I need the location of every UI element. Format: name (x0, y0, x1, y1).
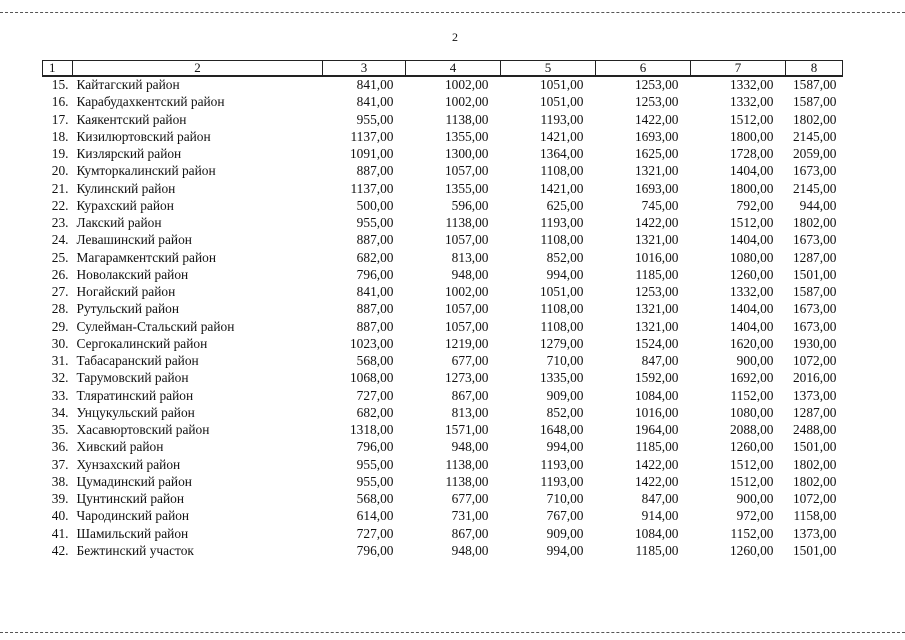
value-col-7: 1728,00 (729, 146, 774, 162)
value-col-6: 914,00 (641, 508, 679, 524)
row-number: 19. (51, 146, 69, 162)
value-col-8: 1673,00 (792, 318, 837, 334)
value-col-3: 568,00 (356, 353, 394, 369)
table-row (43, 301, 843, 318)
value-col-3: 841,00 (356, 77, 394, 93)
value-col-7: 1080,00 (729, 404, 774, 420)
value-col-7: 1332,00 (729, 284, 774, 300)
value-col-5: 1279,00 (539, 335, 584, 351)
value-col-5: 1051,00 (539, 94, 584, 110)
value-col-8: 1373,00 (792, 387, 837, 403)
value-col-6: 1693,00 (634, 128, 679, 144)
value-col-5: 994,00 (546, 266, 584, 282)
value-col-3: 955,00 (356, 215, 394, 231)
value-col-8: 1673,00 (792, 301, 837, 317)
table-row (43, 422, 843, 439)
value-col-7: 1260,00 (729, 439, 774, 455)
value-col-6: 1321,00 (634, 301, 679, 317)
district-name: Тарумовский район (76, 370, 189, 386)
district-name: Левашинский район (76, 232, 192, 248)
value-col-8: 1587,00 (792, 284, 837, 300)
district-name: Кизилюртовский район (76, 128, 211, 144)
value-col-4: 867,00 (451, 525, 489, 541)
row-number: 29. (51, 318, 69, 334)
district-name: Кумторкалинский район (76, 163, 216, 179)
value-col-8: 944,00 (799, 197, 837, 213)
table-row (43, 491, 843, 508)
value-col-8: 1587,00 (792, 77, 837, 93)
value-col-8: 1287,00 (792, 249, 837, 265)
table-row (43, 526, 843, 543)
row-number: 28. (51, 301, 69, 317)
value-col-6: 1185,00 (635, 266, 679, 282)
value-col-4: 677,00 (451, 353, 489, 369)
value-col-4: 1002,00 (444, 284, 489, 300)
value-col-7: 1152,00 (730, 387, 774, 403)
value-col-3: 682,00 (356, 249, 394, 265)
value-col-3: 1091,00 (349, 146, 394, 162)
district-name: Курахский район (76, 197, 174, 213)
value-col-6: 1084,00 (634, 525, 679, 541)
value-col-4: 1273,00 (444, 370, 489, 386)
value-col-6: 1422,00 (634, 111, 679, 127)
value-col-3: 614,00 (356, 508, 394, 524)
value-col-4: 948,00 (451, 266, 489, 282)
value-col-7: 1404,00 (729, 318, 774, 334)
district-name: Сергокалинский район (76, 335, 208, 351)
value-col-5: 1051,00 (539, 284, 584, 300)
value-col-5: 1193,00 (540, 111, 584, 127)
value-col-7: 1152,00 (730, 525, 774, 541)
row-number: 39. (51, 491, 69, 507)
value-col-7: 1404,00 (729, 301, 774, 317)
district-name: Ногайский район (76, 284, 176, 300)
value-col-8: 1158,00 (793, 508, 837, 524)
value-col-8: 1802,00 (792, 456, 837, 472)
value-col-6: 1422,00 (634, 473, 679, 489)
row-number: 38. (51, 473, 69, 489)
value-col-7: 1404,00 (729, 163, 774, 179)
scan-edge-bottom (0, 632, 905, 633)
district-name: Цунтинский район (76, 491, 185, 507)
value-col-7: 2088,00 (729, 422, 774, 438)
table-body (43, 76, 843, 560)
table-header (43, 61, 843, 77)
value-col-7: 1332,00 (729, 94, 774, 110)
value-col-8: 1673,00 (792, 232, 837, 248)
district-name: Кайтагский район (76, 77, 180, 93)
value-col-4: 948,00 (451, 439, 489, 455)
value-col-4: 813,00 (451, 249, 489, 265)
row-number: 37. (51, 456, 69, 472)
value-col-4: 596,00 (451, 197, 489, 213)
value-col-3: 796,00 (356, 439, 394, 455)
value-col-8: 2145,00 (792, 180, 837, 196)
value-col-4: 1138,00 (445, 456, 489, 472)
value-col-7: 1080,00 (729, 249, 774, 265)
district-name: Лакский район (76, 215, 162, 231)
value-col-3: 500,00 (356, 197, 394, 213)
value-col-5: 767,00 (546, 508, 584, 524)
table-row (43, 129, 843, 146)
table-row (43, 353, 843, 370)
value-col-4: 1355,00 (444, 180, 489, 196)
row-number: 34. (51, 404, 69, 420)
value-col-4: 1138,00 (445, 215, 489, 231)
value-col-6: 1321,00 (634, 232, 679, 248)
value-col-6: 1422,00 (634, 215, 679, 231)
row-number: 26. (51, 266, 69, 282)
value-col-8: 1587,00 (792, 94, 837, 110)
value-col-3: 1137,00 (350, 128, 394, 144)
row-number: 15. (51, 77, 69, 93)
value-col-3: 727,00 (356, 387, 394, 403)
value-col-7: 1404,00 (729, 232, 774, 248)
row-number: 18. (51, 128, 69, 144)
value-col-4: 948,00 (451, 542, 489, 558)
value-col-3: 887,00 (356, 232, 394, 248)
district-name: Хасавюртовский район (76, 422, 210, 438)
district-name: Цумадинский район (76, 473, 192, 489)
value-col-6: 1185,00 (635, 439, 679, 455)
value-col-8: 1802,00 (792, 215, 837, 231)
value-col-4: 1355,00 (444, 128, 489, 144)
value-col-8: 2488,00 (792, 422, 837, 438)
table-row (43, 439, 843, 456)
rate-table (42, 60, 843, 560)
district-name: Кулинский район (76, 180, 176, 196)
row-number: 23. (51, 215, 69, 231)
table-row (43, 267, 843, 284)
value-col-8: 1072,00 (792, 491, 837, 507)
value-col-5: 1108,00 (540, 163, 584, 179)
table-row (43, 388, 843, 405)
row-number: 31. (51, 353, 69, 369)
value-col-6: 1693,00 (634, 180, 679, 196)
value-col-4: 1219,00 (444, 335, 489, 351)
value-col-3: 887,00 (356, 163, 394, 179)
row-number: 21. (51, 180, 69, 196)
value-col-8: 2059,00 (792, 146, 837, 162)
row-number: 17. (51, 111, 69, 127)
value-col-3: 727,00 (356, 525, 394, 541)
row-number: 33. (51, 387, 69, 403)
table-row (43, 76, 843, 94)
table-row (43, 543, 843, 560)
value-col-5: 1108,00 (540, 232, 584, 248)
district-name: Каякентский район (76, 111, 187, 127)
header-col-8: 8 (786, 61, 843, 77)
value-col-7: 792,00 (736, 197, 774, 213)
value-col-6: 1253,00 (634, 94, 679, 110)
value-col-4: 1002,00 (444, 94, 489, 110)
value-col-5: 1108,00 (540, 301, 584, 317)
district-name: Табасаранский район (76, 353, 199, 369)
row-number: 16. (51, 94, 69, 110)
row-number: 27. (51, 284, 69, 300)
table-row (43, 336, 843, 353)
table-row (43, 508, 843, 525)
value-col-6: 1084,00 (634, 387, 679, 403)
value-col-7: 900,00 (736, 491, 774, 507)
district-name: Унцукульский район (76, 404, 195, 420)
table-row (43, 94, 843, 111)
table-row (43, 198, 843, 215)
value-col-8: 1501,00 (792, 266, 837, 282)
value-col-3: 887,00 (356, 318, 394, 334)
table-row (43, 215, 843, 232)
row-number: 22. (51, 197, 69, 213)
value-col-5: 994,00 (546, 542, 584, 558)
value-col-5: 1421,00 (539, 128, 584, 144)
table-row (43, 163, 843, 180)
row-number: 42. (51, 542, 69, 558)
value-col-5: 909,00 (546, 387, 584, 403)
value-col-5: 1108,00 (540, 318, 584, 334)
header-col-5: 5 (501, 61, 596, 77)
value-col-8: 1373,00 (792, 525, 837, 541)
district-name: Шамильский район (76, 525, 189, 541)
table-row (43, 232, 843, 249)
value-col-7: 972,00 (736, 508, 774, 524)
value-col-3: 796,00 (356, 542, 394, 558)
header-col-7: 7 (691, 61, 786, 77)
header-col-2: 2 (73, 61, 323, 77)
value-col-4: 1138,00 (445, 111, 489, 127)
value-col-5: 852,00 (546, 404, 584, 420)
value-col-5: 1193,00 (540, 215, 584, 231)
value-col-4: 1002,00 (444, 77, 489, 93)
value-col-6: 1253,00 (634, 77, 679, 93)
value-col-8: 2016,00 (792, 370, 837, 386)
header-row (43, 61, 843, 77)
header-col-4: 4 (406, 61, 501, 77)
value-col-8: 1287,00 (792, 404, 837, 420)
value-col-7: 1260,00 (729, 266, 774, 282)
district-name: Новолакский район (76, 266, 189, 282)
value-col-6: 1321,00 (634, 318, 679, 334)
value-col-5: 710,00 (546, 353, 584, 369)
header-col-6: 6 (596, 61, 691, 77)
value-col-6: 1321,00 (634, 163, 679, 179)
table-row (43, 474, 843, 491)
row-number: 40. (51, 508, 69, 524)
value-col-4: 1138,00 (445, 473, 489, 489)
value-col-5: 1421,00 (539, 180, 584, 196)
value-col-4: 1057,00 (444, 163, 489, 179)
value-col-6: 1964,00 (634, 422, 679, 438)
header-col-1: 1 (43, 61, 73, 77)
value-col-4: 1057,00 (444, 301, 489, 317)
value-col-4: 1300,00 (444, 146, 489, 162)
value-col-3: 796,00 (356, 266, 394, 282)
row-number: 30. (51, 335, 69, 351)
value-col-3: 841,00 (356, 284, 394, 300)
value-col-7: 1260,00 (729, 542, 774, 558)
value-col-7: 1800,00 (729, 180, 774, 196)
value-col-6: 1625,00 (634, 146, 679, 162)
value-col-4: 1057,00 (444, 232, 489, 248)
value-col-3: 568,00 (356, 491, 394, 507)
value-col-7: 1620,00 (729, 335, 774, 351)
value-col-6: 1422,00 (634, 456, 679, 472)
value-col-7: 1800,00 (729, 128, 774, 144)
district-name: Бежтинский участок (76, 542, 194, 558)
value-col-5: 1364,00 (539, 146, 584, 162)
value-col-5: 909,00 (546, 525, 584, 541)
value-col-3: 1318,00 (349, 422, 394, 438)
value-col-6: 847,00 (641, 353, 679, 369)
district-name: Магарамкентский район (76, 249, 216, 265)
header-col-3: 3 (323, 61, 406, 77)
value-col-7: 900,00 (736, 353, 774, 369)
value-col-3: 1137,00 (350, 180, 394, 196)
value-col-3: 955,00 (356, 456, 394, 472)
value-col-3: 682,00 (356, 404, 394, 420)
value-col-5: 625,00 (546, 197, 584, 213)
value-col-7: 1332,00 (729, 77, 774, 93)
value-col-8: 1802,00 (792, 473, 837, 489)
value-col-5: 1193,00 (540, 456, 584, 472)
page-number: 2 (452, 30, 458, 44)
value-col-3: 1068,00 (349, 370, 394, 386)
value-col-8: 1501,00 (792, 439, 837, 455)
table-row (43, 457, 843, 474)
value-col-5: 994,00 (546, 439, 584, 455)
value-col-6: 1185,00 (635, 542, 679, 558)
value-col-4: 677,00 (451, 491, 489, 507)
value-col-8: 1072,00 (792, 353, 837, 369)
value-col-8: 1930,00 (792, 335, 837, 351)
row-number: 32. (51, 370, 69, 386)
value-col-5: 710,00 (546, 491, 584, 507)
table-row (43, 112, 843, 129)
row-number: 25. (51, 249, 69, 265)
row-number: 41. (51, 525, 69, 541)
table-row (43, 181, 843, 198)
value-col-7: 1692,00 (729, 370, 774, 386)
table-row (43, 405, 843, 422)
value-col-4: 1057,00 (444, 318, 489, 334)
value-col-7: 1512,00 (729, 473, 774, 489)
value-col-3: 955,00 (356, 473, 394, 489)
scan-edge-top (0, 12, 905, 13)
value-col-6: 745,00 (641, 197, 679, 213)
district-name: Кизлярский район (76, 146, 182, 162)
value-col-8: 1673,00 (792, 163, 837, 179)
table-row (43, 370, 843, 387)
value-col-8: 1501,00 (792, 542, 837, 558)
table-row (43, 319, 843, 336)
value-col-7: 1512,00 (729, 456, 774, 472)
value-col-3: 841,00 (356, 94, 394, 110)
district-name: Карабудахкентский район (76, 94, 225, 110)
value-col-6: 1524,00 (634, 335, 679, 351)
value-col-8: 2145,00 (792, 128, 837, 144)
value-col-6: 1016,00 (634, 249, 679, 265)
value-col-6: 1016,00 (634, 404, 679, 420)
district-name: Чародинский район (76, 508, 190, 524)
table-row (43, 146, 843, 163)
district-name: Хивский район (76, 439, 164, 455)
value-col-7: 1512,00 (729, 111, 774, 127)
value-col-5: 1335,00 (539, 370, 584, 386)
table-row (43, 284, 843, 301)
district-name: Хунзахский район (76, 456, 181, 472)
value-col-4: 867,00 (451, 387, 489, 403)
value-col-3: 1023,00 (349, 335, 394, 351)
district-name: Сулейман-Стальский район (76, 318, 235, 334)
row-number: 24. (51, 232, 69, 248)
row-number: 36. (51, 439, 69, 455)
value-col-6: 1253,00 (634, 284, 679, 300)
row-number: 35. (51, 422, 69, 438)
value-col-3: 955,00 (356, 111, 394, 127)
value-col-4: 813,00 (451, 404, 489, 420)
value-col-5: 1051,00 (539, 77, 584, 93)
value-col-7: 1512,00 (729, 215, 774, 231)
value-col-6: 1592,00 (634, 370, 679, 386)
value-col-4: 1571,00 (444, 422, 489, 438)
value-col-6: 847,00 (641, 491, 679, 507)
value-col-5: 852,00 (546, 249, 584, 265)
row-number: 20. (51, 163, 69, 179)
value-col-5: 1648,00 (539, 422, 584, 438)
value-col-3: 887,00 (356, 301, 394, 317)
value-col-8: 1802,00 (792, 111, 837, 127)
value-col-4: 731,00 (451, 508, 489, 524)
district-name: Тляратинский район (76, 387, 194, 403)
district-name: Рутульский район (76, 301, 180, 317)
table-row (43, 250, 843, 267)
value-col-5: 1193,00 (540, 473, 584, 489)
